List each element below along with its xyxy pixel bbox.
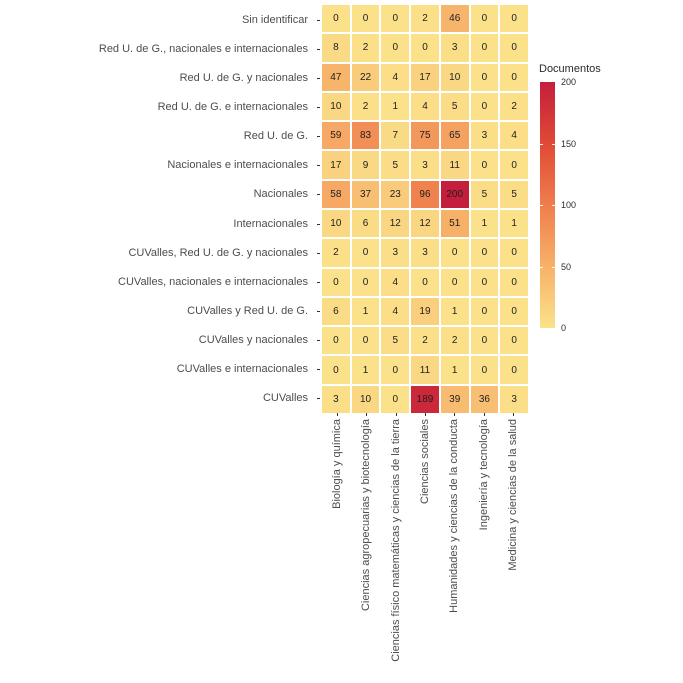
y-axis-labels [0, 5, 314, 413]
heatmap-cell: 19 [411, 298, 439, 325]
x-axis-label: Humanidades y ciencias de la conducta [448, 419, 461, 613]
heatmap-cell: 36 [471, 386, 499, 413]
heatmap-cell: 2 [411, 5, 439, 32]
legend-bar-tick [552, 205, 555, 206]
x-axis-tick [366, 413, 367, 416]
legend-tick-label: 0 [561, 323, 567, 333]
heatmap-cell: 8 [322, 34, 350, 61]
heatmap-cell: 0 [471, 356, 499, 383]
y-axis-tick [317, 136, 320, 137]
y-axis-tick [317, 20, 320, 21]
heatmap-cell: 3 [322, 386, 350, 413]
heatmap-cell: 10 [322, 210, 350, 237]
x-axis-label: Medicina y ciencias de la salud [507, 419, 520, 571]
heatmap-cell: 1 [471, 210, 499, 237]
x-axis-ticks [322, 413, 528, 417]
legend-bar-tick [552, 144, 555, 145]
legend-tick-label: 100 [561, 200, 577, 210]
legend-bar-tick [540, 205, 543, 206]
y-axis-label: Internacionales [0, 209, 314, 238]
heatmap-cell: 37 [352, 181, 380, 208]
heatmap-cell: 1 [441, 356, 469, 383]
x-axis-tick [454, 413, 455, 416]
heatmap-cell: 17 [322, 151, 350, 178]
heatmap-cell: 7 [381, 122, 409, 149]
heatmap-cell: 6 [352, 210, 380, 237]
heatmap-cell: 10 [441, 64, 469, 91]
y-axis-tick [317, 282, 320, 283]
legend-tick-labels [561, 77, 601, 333]
heatmap-cell: 0 [322, 5, 350, 32]
y-axis-label: CUValles, Red U. de G. y nacionales [0, 238, 314, 267]
heatmap-cell: 22 [352, 64, 380, 91]
heatmap-cell: 0 [352, 5, 380, 32]
heatmap-cell: 2 [411, 327, 439, 354]
y-axis-label: CUValles y Red U. de G. [0, 296, 314, 325]
heatmap-cell: 0 [352, 269, 380, 296]
heatmap-cell: 23 [381, 181, 409, 208]
heatmap-cell: 96 [411, 181, 439, 208]
y-axis-label: CUValles y nacionales [0, 326, 314, 355]
heatmap-cell: 0 [500, 239, 528, 266]
heatmap-cell: 1 [500, 210, 528, 237]
heatmap-cell: 0 [352, 239, 380, 266]
heatmap-cell: 0 [411, 34, 439, 61]
y-axis-label: CUValles, nacionales e internacionales [0, 267, 314, 296]
y-axis-tick [317, 49, 320, 50]
heatmap-cell: 0 [471, 298, 499, 325]
heatmap-cell: 0 [471, 34, 499, 61]
heatmap-cell: 4 [500, 122, 528, 149]
heatmap-cell: 51 [441, 210, 469, 237]
y-axis-label: Nacionales [0, 180, 314, 209]
heatmap-cell: 3 [411, 151, 439, 178]
heatmap-cell: 0 [500, 269, 528, 296]
heatmap-cell: 4 [381, 64, 409, 91]
heatmap-cell: 3 [471, 122, 499, 149]
heatmap-cell: 58 [322, 181, 350, 208]
heatmap-cell: 0 [411, 269, 439, 296]
heatmap-cell: 189 [411, 386, 439, 413]
legend-title: Documentos [539, 63, 601, 75]
heatmap-cell: 6 [322, 298, 350, 325]
heatmap-cell: 65 [441, 122, 469, 149]
heatmap-cell: 0 [500, 64, 528, 91]
x-axis-labels [322, 419, 528, 683]
heatmap-cell: 3 [381, 239, 409, 266]
heatmap-cell: 0 [381, 34, 409, 61]
y-axis-tick [317, 253, 320, 254]
heatmap-cell: 0 [322, 356, 350, 383]
heatmap-cell: 0 [500, 5, 528, 32]
heatmap-cell: 200 [441, 181, 469, 208]
heatmap-cell: 4 [381, 269, 409, 296]
y-axis-tick [317, 224, 320, 225]
heatmap-cell: 4 [411, 93, 439, 120]
x-axis-label: Ingeniería y tecnología [477, 419, 490, 531]
y-axis-label: Red U. de G., nacionales e internacionales [0, 34, 314, 63]
heatmap-panel [322, 5, 528, 413]
y-axis-tick [317, 369, 320, 370]
heatmap-cell: 0 [381, 386, 409, 413]
x-axis-label: Ciencias físico matemáticas y ciencias de la tierra [389, 419, 402, 662]
legend-colorbar [540, 82, 555, 328]
legend-bar-tick [540, 144, 543, 145]
y-axis-tick [317, 78, 320, 79]
y-axis-tick [317, 107, 320, 108]
heatmap-cell: 59 [322, 122, 350, 149]
heatmap-cell: 0 [471, 64, 499, 91]
heatmap-cell: 1 [441, 298, 469, 325]
heatmap-cell: 0 [471, 5, 499, 32]
heatmap-cell: 3 [441, 34, 469, 61]
heatmap-cell: 5 [381, 151, 409, 178]
heatmap-cell: 0 [500, 356, 528, 383]
heatmap-cell: 39 [441, 386, 469, 413]
x-axis-tick [396, 413, 397, 416]
heatmap-cell: 0 [471, 93, 499, 120]
y-axis-tick [317, 311, 320, 312]
heatmap-cell: 0 [500, 327, 528, 354]
y-axis-tick [317, 165, 320, 166]
heatmap-cell: 0 [471, 239, 499, 266]
heatmap-cell: 12 [381, 210, 409, 237]
x-axis-label: Ciencias sociales [418, 419, 431, 504]
heatmap-cell: 0 [500, 151, 528, 178]
legend-bar-tick [552, 267, 555, 268]
y-axis-label: Red U. de G. [0, 122, 314, 151]
heatmap-cell: 0 [441, 239, 469, 266]
x-axis-tick [337, 413, 338, 416]
heatmap-cell: 2 [352, 93, 380, 120]
y-axis-tick [317, 194, 320, 195]
legend-tick-label: 200 [561, 77, 577, 87]
x-axis-tick [425, 413, 426, 416]
heatmap-cell: 10 [352, 386, 380, 413]
y-axis-label: Red U. de G. e internacionales [0, 92, 314, 121]
heatmap-cell: 0 [322, 269, 350, 296]
heatmap-cell: 0 [381, 5, 409, 32]
x-axis-label: Biología y química [330, 419, 343, 509]
y-axis-tick [317, 340, 320, 341]
heatmap-cell: 17 [411, 64, 439, 91]
heatmap-cell: 1 [381, 93, 409, 120]
heatmap-cell: 46 [441, 5, 469, 32]
heatmap-cell: 0 [441, 269, 469, 296]
y-axis-tick [317, 398, 320, 399]
legend-bar-tick [540, 267, 543, 268]
legend-tick-label: 50 [561, 261, 572, 272]
heatmap-cell: 0 [471, 269, 499, 296]
heatmap-cell: 5 [381, 327, 409, 354]
heatmap-cell: 11 [411, 356, 439, 383]
heatmap-cell: 4 [381, 298, 409, 325]
y-axis-label: Red U. de G. y nacionales [0, 63, 314, 92]
y-axis-label: CUValles e internacionales [0, 355, 314, 384]
heatmap-cell: 2 [322, 239, 350, 266]
heatmap-cell: 5 [471, 181, 499, 208]
heatmap-cell: 0 [381, 356, 409, 383]
heatmap-cell: 3 [411, 239, 439, 266]
x-axis-label: Ciencias agropecuarias y biotecnología [360, 419, 373, 612]
heatmap-cell: 5 [441, 93, 469, 120]
heatmap-cell: 0 [500, 34, 528, 61]
heatmap-cell: 0 [500, 298, 528, 325]
heatmap-cell: 11 [441, 151, 469, 178]
heatmap-cell: 5 [500, 181, 528, 208]
heatmap-cell: 2 [500, 93, 528, 120]
heatmap-cell: 1 [352, 356, 380, 383]
heatmap-cell: 12 [411, 210, 439, 237]
heatmap-cell: 9 [352, 151, 380, 178]
heatmap-cell: 3 [500, 386, 528, 413]
heatmap-cell: 2 [441, 327, 469, 354]
heatmap-cell: 1 [352, 298, 380, 325]
heatmap-cell: 83 [352, 122, 380, 149]
heatmap-cell: 0 [471, 327, 499, 354]
heatmap-cell: 2 [352, 34, 380, 61]
x-axis-tick [513, 413, 514, 416]
heatmap-cell: 0 [352, 327, 380, 354]
heatmap-cell: 75 [411, 122, 439, 149]
heatmap-cell: 0 [471, 151, 499, 178]
heatmap-cell: 10 [322, 93, 350, 120]
y-axis-label: Sin identificar [0, 5, 314, 34]
legend-tick-label: 150 [561, 138, 577, 149]
y-axis-label: Nacionales e internacionales [0, 151, 314, 180]
x-axis-tick [484, 413, 485, 416]
heatmap-cell: 47 [322, 64, 350, 91]
heatmap-cell: 0 [322, 327, 350, 354]
y-axis-label: CUValles [0, 384, 314, 413]
